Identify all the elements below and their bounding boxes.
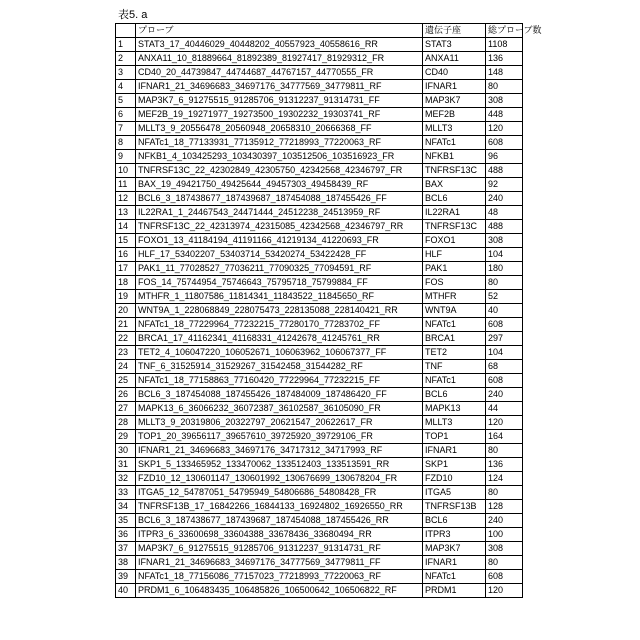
- row-probe: TNFRSF13C_22_42302849_42305750_42342568_42346797_FR: [136, 164, 423, 178]
- table-row: [116, 122, 523, 136]
- row-gene: TOP1: [423, 430, 486, 444]
- table-row: [116, 444, 523, 458]
- table-row: [116, 500, 523, 514]
- row-index: 37: [116, 542, 136, 556]
- row-gene: MAP3K7: [423, 94, 486, 108]
- row-gene: ITGA5: [423, 486, 486, 500]
- row-gene: NFATc1: [423, 318, 486, 332]
- row-index: 2: [116, 52, 136, 66]
- row-index: 10: [116, 164, 136, 178]
- row-gene: BCL6: [423, 192, 486, 206]
- row-index: 36: [116, 528, 136, 542]
- row-count: 104: [486, 248, 523, 262]
- header-probe: プローブ: [136, 24, 423, 38]
- table-row: [116, 234, 523, 248]
- row-probe: MEF2B_19_19271977_19273500_19302232_19303741_RF: [136, 108, 423, 122]
- row-count: 240: [486, 514, 523, 528]
- row-index: 31: [116, 458, 136, 472]
- row-index: 34: [116, 500, 136, 514]
- row-probe: SKP1_5_133465952_133470062_133512403_133513591_RR: [136, 458, 423, 472]
- row-count: 308: [486, 234, 523, 248]
- row-probe: ITPR3_6_33600698_33604388_33678436_33680494_RR: [136, 528, 423, 542]
- row-probe: BRCA1_17_41162341_41168331_41242678_41245761_RR: [136, 332, 423, 346]
- row-gene: STAT3: [423, 38, 486, 52]
- table-row: [116, 514, 523, 528]
- table-row: [116, 458, 523, 472]
- row-gene: IL22RA1: [423, 206, 486, 220]
- row-index: 4: [116, 80, 136, 94]
- row-index: 20: [116, 304, 136, 318]
- row-gene: BAX: [423, 178, 486, 192]
- row-index: 30: [116, 444, 136, 458]
- table-row: [116, 374, 523, 388]
- row-index: 9: [116, 150, 136, 164]
- table-row: [116, 304, 523, 318]
- row-gene: CD40: [423, 66, 486, 80]
- row-count: 488: [486, 164, 523, 178]
- table-row: [116, 290, 523, 304]
- row-index: 15: [116, 234, 136, 248]
- table-row: [116, 402, 523, 416]
- row-index: 18: [116, 276, 136, 290]
- table-row: [116, 94, 523, 108]
- row-index: 27: [116, 402, 136, 416]
- row-count: 164: [486, 430, 523, 444]
- row-index: 32: [116, 472, 136, 486]
- table-row: [116, 248, 523, 262]
- table-row: [116, 206, 523, 220]
- row-count: 448: [486, 108, 523, 122]
- row-probe: WNT9A_1_228068849_228075473_228135088_228140421_RR: [136, 304, 423, 318]
- row-gene: SKP1: [423, 458, 486, 472]
- table-row: [116, 178, 523, 192]
- header-row: [116, 24, 523, 38]
- row-probe: CD40_20_44739847_44744687_44767157_44770555_FR: [136, 66, 423, 80]
- table-row: [116, 136, 523, 150]
- row-probe: NFATc1_18_77156086_77157023_77218993_77220063_RF: [136, 570, 423, 584]
- row-gene: IFNAR1: [423, 80, 486, 94]
- row-count: 92: [486, 178, 523, 192]
- row-count: 180: [486, 262, 523, 276]
- table-row: [116, 486, 523, 500]
- table-row: [116, 220, 523, 234]
- row-gene: IFNAR1: [423, 444, 486, 458]
- row-index: 21: [116, 318, 136, 332]
- row-probe: MLLT3_9_20556478_20560948_20658310_20666368_FF: [136, 122, 423, 136]
- row-count: 136: [486, 458, 523, 472]
- table-row: [116, 332, 523, 346]
- table-row: [116, 80, 523, 94]
- row-index: 13: [116, 206, 136, 220]
- row-probe: MLLT3_9_20319806_20322797_20621547_20622617_FR: [136, 416, 423, 430]
- probe-table: [115, 23, 523, 598]
- row-gene: TNFRSF13C: [423, 164, 486, 178]
- row-gene: NFATc1: [423, 374, 486, 388]
- table-row: [116, 150, 523, 164]
- row-count: 1108: [486, 38, 523, 52]
- row-count: 124: [486, 472, 523, 486]
- row-probe: TNF_6_31525914_31529267_31542458_31544282_RF: [136, 360, 423, 374]
- table-row: [116, 38, 523, 52]
- row-index: 39: [116, 570, 136, 584]
- row-index: 26: [116, 388, 136, 402]
- row-probe: PAK1_11_77028527_77036211_77090325_77094591_RF: [136, 262, 423, 276]
- row-probe: MTHFR_1_11807586_11814341_11843522_11845650_RF: [136, 290, 423, 304]
- row-probe: BCL6_3_187438677_187439687_187454088_187455426_FF: [136, 192, 423, 206]
- row-count: 488: [486, 220, 523, 234]
- row-probe: NFATc1_18_77158863_77160420_77229964_77232215_FF: [136, 374, 423, 388]
- row-probe: PRDM1_6_106483435_106485826_106500642_106506822_RF: [136, 584, 423, 598]
- row-index: 5: [116, 94, 136, 108]
- table-row: [116, 52, 523, 66]
- row-index: 29: [116, 430, 136, 444]
- row-gene: MTHFR: [423, 290, 486, 304]
- row-count: 240: [486, 388, 523, 402]
- row-index: 6: [116, 108, 136, 122]
- table-row: [116, 388, 523, 402]
- row-count: 80: [486, 276, 523, 290]
- row-probe: MAPK13_6_36066232_36072387_36102587_36105090_FR: [136, 402, 423, 416]
- table-row: [116, 542, 523, 556]
- row-index: 17: [116, 262, 136, 276]
- table-row: [116, 416, 523, 430]
- row-count: 68: [486, 360, 523, 374]
- row-gene: TNF: [423, 360, 486, 374]
- row-probe: TNFRSF13B_17_16842266_16844133_16924802_16926550_RR: [136, 500, 423, 514]
- row-count: 80: [486, 486, 523, 500]
- row-gene: MEF2B: [423, 108, 486, 122]
- row-index: 33: [116, 486, 136, 500]
- row-probe: NFKB1_4_103425293_103430397_103512506_103516923_FR: [136, 150, 423, 164]
- row-index: 14: [116, 220, 136, 234]
- row-probe: HLF_17_53402207_53403714_53420274_53422428_FF: [136, 248, 423, 262]
- row-gene: NFATc1: [423, 570, 486, 584]
- table-row: [116, 192, 523, 206]
- row-count: 297: [486, 332, 523, 346]
- row-gene: ANXA11: [423, 52, 486, 66]
- row-count: 136: [486, 52, 523, 66]
- row-count: 608: [486, 570, 523, 584]
- row-probe: STAT3_17_40446029_40448202_40557923_40558616_RR: [136, 38, 423, 52]
- row-gene: NFKB1: [423, 150, 486, 164]
- table-row: [116, 570, 523, 584]
- row-probe: TET2_4_106047220_106052671_106063962_106067377_FF: [136, 346, 423, 360]
- row-index: 7: [116, 122, 136, 136]
- row-gene: TNFRSF13B: [423, 500, 486, 514]
- row-probe: IL22RA1_1_24467543_24471444_24512238_24513959_RF: [136, 206, 423, 220]
- row-index: 38: [116, 556, 136, 570]
- row-count: 608: [486, 136, 523, 150]
- row-probe: TNFRSF13C_22_42313974_42315085_42342568_42346797_RR: [136, 220, 423, 234]
- row-count: 104: [486, 346, 523, 360]
- row-probe: BCL6_3_187454088_187455426_187484009_187486420_FF: [136, 388, 423, 402]
- row-probe: NFATc1_18_77133931_77135912_77218993_77220063_RF: [136, 136, 423, 150]
- row-probe: FOXO1_13_41184194_41191166_41219134_41220693_FR: [136, 234, 423, 248]
- header-count: 総プローブ数: [486, 24, 523, 38]
- table-row: [116, 346, 523, 360]
- row-gene: TET2: [423, 346, 486, 360]
- row-gene: BCL6: [423, 388, 486, 402]
- row-probe: FOS_14_75744954_75746643_75795718_75799884_FF: [136, 276, 423, 290]
- row-count: 120: [486, 416, 523, 430]
- row-index: 19: [116, 290, 136, 304]
- row-index: 3: [116, 66, 136, 80]
- table-row: [116, 584, 523, 598]
- row-probe: ITGA5_12_54787051_54795949_54806686_54808428_FR: [136, 486, 423, 500]
- row-gene: WNT9A: [423, 304, 486, 318]
- row-gene: MLLT3: [423, 122, 486, 136]
- row-probe: IFNAR1_21_34696683_34697176_34777569_34779811_FF: [136, 556, 423, 570]
- row-probe: MAP3K7_6_91275515_91285706_91312237_91314731_RF: [136, 542, 423, 556]
- row-probe: IFNAR1_21_34696683_34697176_34777569_34779811_RF: [136, 80, 423, 94]
- table-row: [116, 528, 523, 542]
- row-count: 80: [486, 444, 523, 458]
- row-count: 240: [486, 192, 523, 206]
- header-gene: 遺伝子座: [423, 24, 486, 38]
- row-index: 28: [116, 416, 136, 430]
- row-index: 1: [116, 38, 136, 52]
- row-index: 35: [116, 514, 136, 528]
- row-gene: IFNAR1: [423, 556, 486, 570]
- row-count: 80: [486, 556, 523, 570]
- row-index: 8: [116, 136, 136, 150]
- row-count: 608: [486, 374, 523, 388]
- row-count: 100: [486, 528, 523, 542]
- row-gene: PRDM1: [423, 584, 486, 598]
- table-row: [116, 66, 523, 80]
- row-gene: MAP3K7: [423, 542, 486, 556]
- row-count: 308: [486, 94, 523, 108]
- row-count: 40: [486, 304, 523, 318]
- row-index: 25: [116, 374, 136, 388]
- row-count: 120: [486, 122, 523, 136]
- row-gene: HLF: [423, 248, 486, 262]
- row-count: 120: [486, 584, 523, 598]
- table-row: [116, 430, 523, 444]
- row-gene: NFATc1: [423, 136, 486, 150]
- row-probe: TOP1_20_39656117_39657610_39725920_39729106_FR: [136, 430, 423, 444]
- row-gene: BCL6: [423, 514, 486, 528]
- row-gene: MAPK13: [423, 402, 486, 416]
- row-gene: ITPR3: [423, 528, 486, 542]
- row-index: 40: [116, 584, 136, 598]
- row-probe: BAX_19_49421750_49425644_49457303_49458439_RF: [136, 178, 423, 192]
- row-gene: BRCA1: [423, 332, 486, 346]
- row-count: 48: [486, 206, 523, 220]
- row-probe: NFATc1_18_77229964_77232215_77280170_77283702_FF: [136, 318, 423, 332]
- row-probe: IFNAR1_21_34696683_34697176_34717312_34717993_RF: [136, 444, 423, 458]
- table-row: [116, 318, 523, 332]
- row-gene: MLLT3: [423, 416, 486, 430]
- table-row: [116, 164, 523, 178]
- row-probe: BCL6_3_187438677_187439687_187454088_187455426_RR: [136, 514, 423, 528]
- row-gene: FZD10: [423, 472, 486, 486]
- row-index: 12: [116, 192, 136, 206]
- table-caption: 表5. a: [118, 9, 147, 22]
- table-row: [116, 108, 523, 122]
- row-probe: FZD10_12_130601147_130601992_130676699_130678204_FR: [136, 472, 423, 486]
- row-index: 23: [116, 346, 136, 360]
- row-index: 11: [116, 178, 136, 192]
- row-count: 96: [486, 150, 523, 164]
- table-row: [116, 360, 523, 374]
- row-gene: FOS: [423, 276, 486, 290]
- table-row: [116, 262, 523, 276]
- row-index: 16: [116, 248, 136, 262]
- row-count: 80: [486, 80, 523, 94]
- table-row: [116, 556, 523, 570]
- row-index: 24: [116, 360, 136, 374]
- row-gene: FOXO1: [423, 234, 486, 248]
- table-row: [116, 472, 523, 486]
- row-count: 52: [486, 290, 523, 304]
- row-probe: ANXA11_10_81889664_81892389_81927417_81929312_FR: [136, 52, 423, 66]
- row-gene: TNFRSF13C: [423, 220, 486, 234]
- row-gene: PAK1: [423, 262, 486, 276]
- table-row: [116, 276, 523, 290]
- row-count: 128: [486, 500, 523, 514]
- row-count: 608: [486, 318, 523, 332]
- row-probe: MAP3K7_6_91275515_91285706_91312237_91314731_FF: [136, 94, 423, 108]
- row-count: 148: [486, 66, 523, 80]
- row-index: 22: [116, 332, 136, 346]
- header-index: [116, 24, 136, 38]
- row-count: 308: [486, 542, 523, 556]
- row-count: 44: [486, 402, 523, 416]
